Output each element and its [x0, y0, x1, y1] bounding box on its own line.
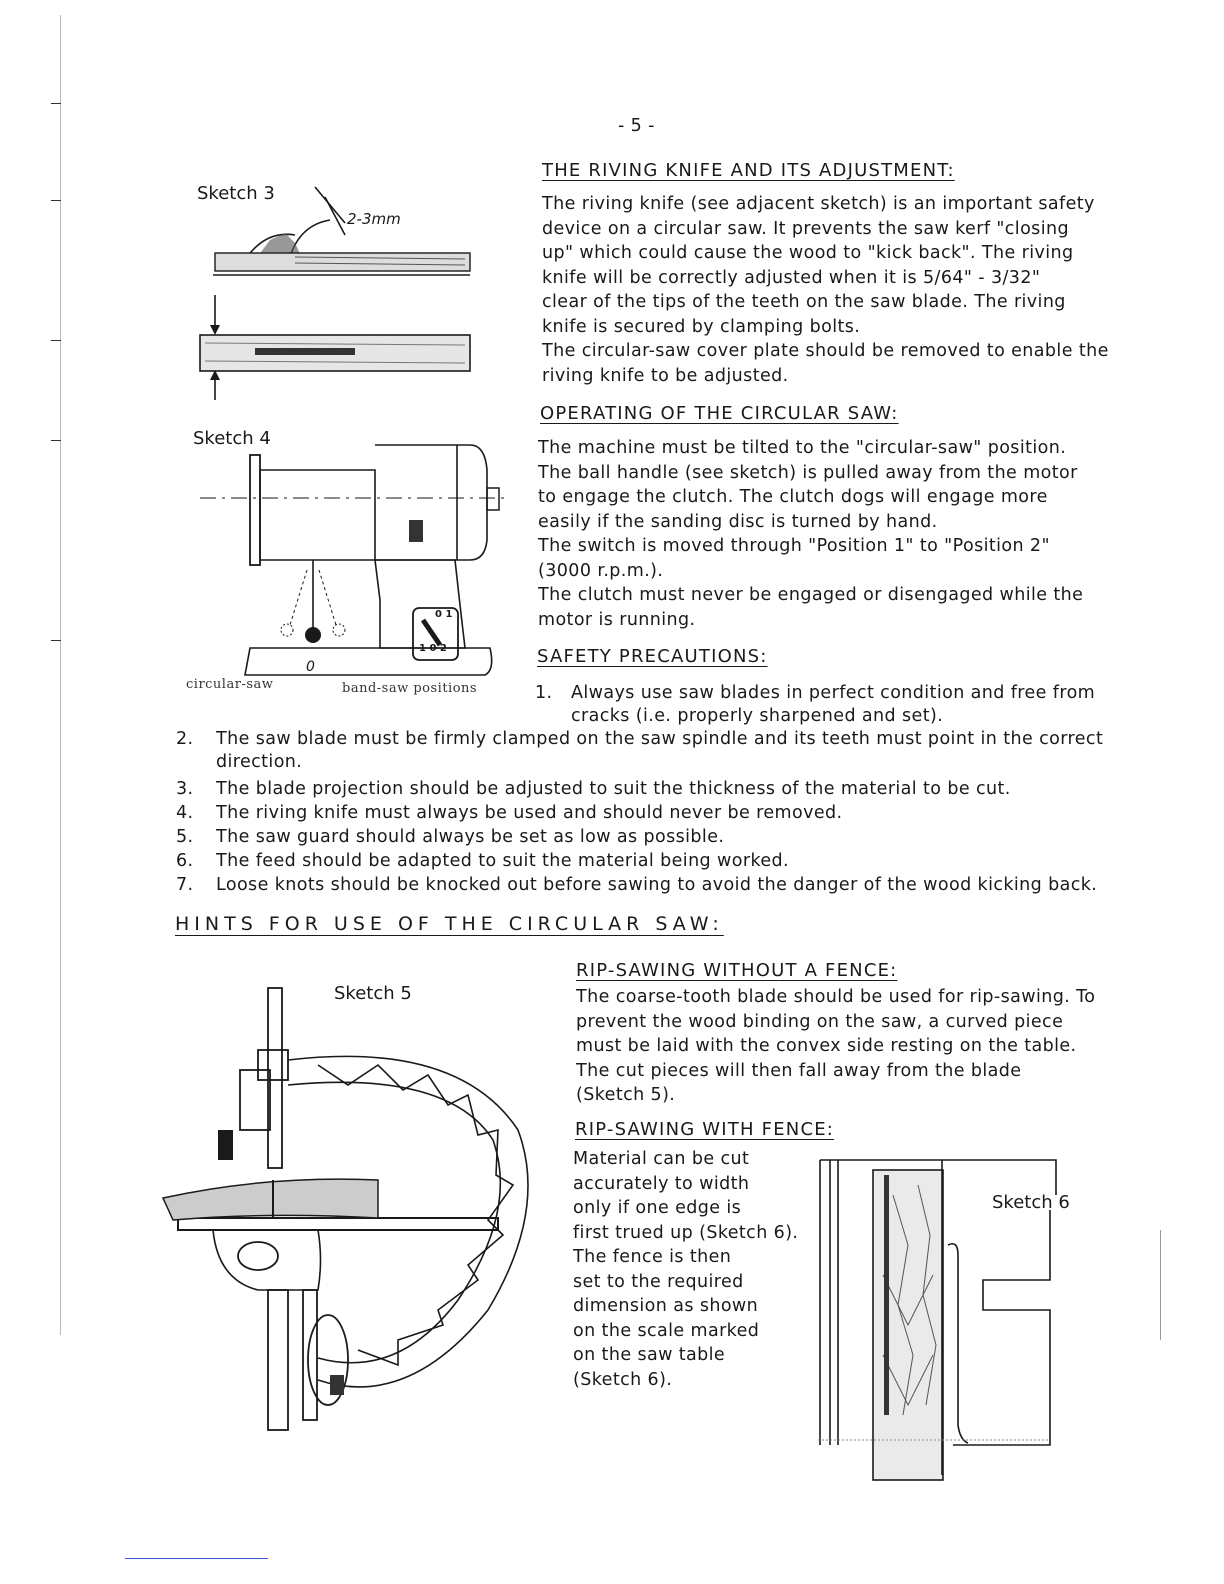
rip-no-fence-line: The cut pieces will then fall away from the blade [576, 1060, 1022, 1081]
safety-item-line: Always use saw blades in perfect condition and free from [571, 683, 1096, 703]
hints-heading-text: HINTS FOR USE OF THE CIRCULAR SAW [175, 913, 713, 935]
safety-item-body [216, 778, 1011, 801]
rip-fence-paragraph [573, 1147, 813, 1392]
riving-line: clear of the tips of the teeth on the saw blade. The riving [542, 292, 1066, 312]
scan-edge-line [60, 15, 61, 1335]
rip-fence-line: on the scale marked [573, 1320, 760, 1341]
rip-no-fence-line: The coarse-tooth blade should be used for rip-sawing. To [576, 987, 1096, 1007]
scan-edge-mark [51, 200, 61, 201]
safety-heading: SAFETY PRECAUTIONS: [537, 646, 768, 667]
safety-item-line: Loose knots should be knocked out before sawing to avoid the danger of the wood kicking back. [216, 875, 1098, 895]
sketch-4-switch-bottom: 1 0 2 [419, 643, 447, 654]
sketch-4-switch-top: 0 1 [435, 609, 453, 620]
sketch-4-caption-left: circular-saw [186, 677, 274, 692]
safety-item-body [216, 826, 724, 849]
operating-line: The clutch must never be engaged or disengaged while the [538, 585, 1084, 605]
safety-item-body [571, 682, 1095, 728]
scan-edge-line-right [1160, 1230, 1161, 1340]
rip-no-fence-paragraph [576, 985, 1136, 1108]
operating-line: The machine must be tilted to the "circular-saw" position. [538, 438, 1067, 458]
safety-item-body [216, 728, 1103, 774]
sketch-3-drawing [195, 185, 495, 385]
riving-paragraph [542, 192, 1142, 388]
safety-item-line: The saw guard should always be set as low as possible. [216, 827, 725, 847]
rip-fence-line: Material can be cut [573, 1149, 750, 1169]
rip-fence-line: (Sketch 6). [573, 1369, 673, 1390]
page-number: - 5 - [618, 116, 655, 136]
rip-fence-heading: RIP-SAWING WITH FENCE: [575, 1119, 835, 1140]
safety-item-line: The blade projection should be adjusted to suit the thickness of the material to be cut. [216, 779, 1011, 799]
riving-heading: THE RIVING KNIFE AND ITS ADJUSTMENT: [542, 160, 955, 181]
safety-item-body [216, 874, 1097, 897]
operating-line: motor is running. [538, 609, 696, 630]
riving-line: knife is secured by clamping bolts. [542, 316, 861, 337]
riving-line: device on a circular saw. It prevents the saw kerf "closing [542, 218, 1069, 239]
sketch-5-label: Sketch 5 [334, 983, 412, 1004]
rip-fence-line: set to the required [573, 1271, 744, 1292]
rip-fence-line: The fence is then [573, 1247, 732, 1267]
sketch-6-drawing [818, 1155, 1068, 1485]
sketch-3-dimension: 2-3mm [347, 210, 401, 228]
safety-item-number: 3. [176, 779, 194, 799]
sketch-3-label: Sketch 3 [197, 183, 275, 204]
riving-line: up" which could cause the wood to "kick back". The riving [542, 243, 1074, 263]
operating-line: (3000 r.p.m.). [538, 560, 664, 581]
hints-heading [175, 913, 724, 935]
rip-fence-line: only if one edge is [573, 1198, 742, 1218]
sketch-4-zero-label: 0 [306, 659, 315, 675]
sketch-5-drawing [158, 980, 558, 1440]
scan-edge-mark [51, 103, 61, 104]
riving-line: The riving knife (see adjacent sketch) is an important safety [542, 194, 1095, 214]
rip-fence-line: dimension as shown [573, 1296, 759, 1316]
scan-edge-mark [51, 640, 61, 641]
sketch-6-label: Sketch 6 [992, 1192, 1070, 1213]
scan-edge-mark [51, 440, 61, 441]
rip-no-fence-line: prevent the wood binding on the saw, a curved piece [576, 1011, 1064, 1032]
safety-item-body [216, 802, 842, 825]
riving-line: The circular-saw cover plate should be removed to enable the [542, 341, 1109, 361]
bottom-rule [125, 1558, 268, 1559]
safety-item-line: The riving knife must always be used and should never be removed. [216, 803, 843, 823]
rip-fence-line: accurately to width [573, 1173, 750, 1194]
rip-fence-line: first trued up (Sketch 6). [573, 1222, 799, 1243]
operating-heading: OPERATING OF THE CIRCULAR SAW: [540, 403, 899, 424]
safety-item-line: direction. [216, 752, 303, 772]
safety-item-body [216, 850, 789, 873]
rip-no-fence-line: must be laid with the convex side resting on the table. [576, 1036, 1077, 1056]
safety-item-number: 2. [176, 729, 194, 749]
safety-item-number: 5. [176, 827, 194, 847]
riving-line: riving knife to be adjusted. [542, 365, 789, 386]
operating-line: The switch is moved through "Position 1" to "Position 2" [538, 536, 1050, 556]
operating-line: easily if the sanding disc is turned by hand. [538, 511, 938, 532]
operating-paragraph [538, 436, 1138, 632]
sketch-4-drawing [195, 430, 515, 680]
safety-item-number: 1. [535, 683, 553, 703]
riving-line: knife will be correctly adjusted when it is 5/64" - 3/32" [542, 267, 1041, 288]
safety-item-number: 7. [176, 875, 194, 895]
rip-no-fence-heading: RIP-SAWING WITHOUT A FENCE: [576, 960, 898, 981]
rip-fence-line: on the saw table [573, 1345, 726, 1365]
safety-item-number: 4. [176, 803, 194, 823]
rip-no-fence-line: (Sketch 5). [576, 1085, 676, 1105]
scan-edge-mark [51, 340, 61, 341]
safety-item-line: cracks (i.e. properly sharpened and set). [571, 706, 944, 726]
safety-item-number: 6. [176, 851, 194, 871]
safety-item-line: The feed should be adapted to suit the material being worked. [216, 851, 789, 871]
operating-line: to engage the clutch. The clutch dogs will engage more [538, 487, 1048, 507]
operating-line: The ball handle (see sketch) is pulled away from the motor [538, 462, 1078, 483]
hints-heading-colon: : [712, 913, 724, 935]
sketch-4-label: Sketch 4 [193, 428, 271, 449]
safety-item-line: The saw blade must be firmly clamped on the saw spindle and its teeth must point in the correct [216, 729, 1104, 749]
sketch-4-caption-right: band-saw positions [342, 681, 478, 696]
